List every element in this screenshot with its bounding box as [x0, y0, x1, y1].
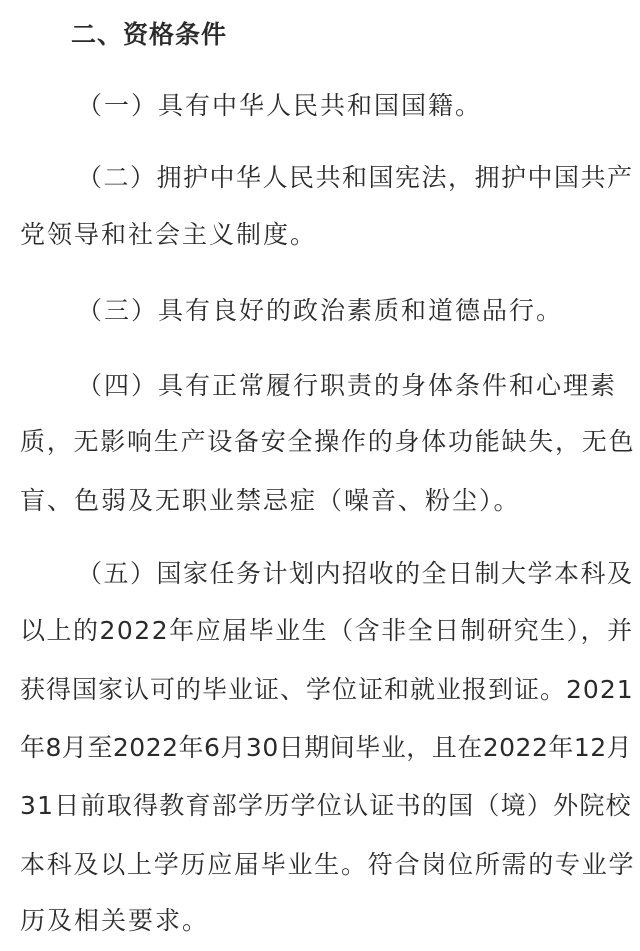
paragraph-2-line-1: （二）拥护中华人民共和国宪法，拥护中国共产: [77, 163, 634, 192]
paragraph-5-line-7: 历及相关要求。: [20, 906, 210, 935]
paragraph-5-line-5: 31日前取得教育部学历学位认证书的国（境）外院校: [20, 791, 632, 820]
paragraph-5-line-6: 本科及以上学历应届毕业生。符合岗位所需的专业学: [20, 850, 636, 879]
paragraph-2-line-2: 党领导和社会主义制度。: [20, 220, 318, 249]
paragraph-4-line-3: 盲、色弱及无职业禁忌症（噪音、粉尘）。: [20, 486, 521, 515]
paragraph-5-line-3: 获得国家认可的毕业证、学位证和就业报到证。2021: [20, 675, 634, 704]
paragraph-1-line-1: （一）具有中华人民共和国国籍。: [77, 91, 483, 120]
paragraph-3-line-1: （三）具有良好的政治素质和道德品行。: [77, 296, 564, 325]
paragraph-5-line-1: （五）国家任务计划内招收的全日制大学本科及: [77, 559, 634, 588]
paragraph-5-line-4: 年8月至2022年6月30日期间毕业，且在2022年12月: [20, 733, 633, 762]
paragraph-4-line-1: （四）具有正常履行职责的身体条件和心理素: [77, 371, 618, 400]
section-heading: 二、资格条件: [71, 20, 228, 49]
paragraph-4-line-2: 质，无影响生产设备安全操作的身体功能缺失，无色: [20, 427, 636, 456]
paragraph-5-line-2: 以上的2022年应届毕业生（含非全日制研究生），并: [20, 616, 634, 645]
